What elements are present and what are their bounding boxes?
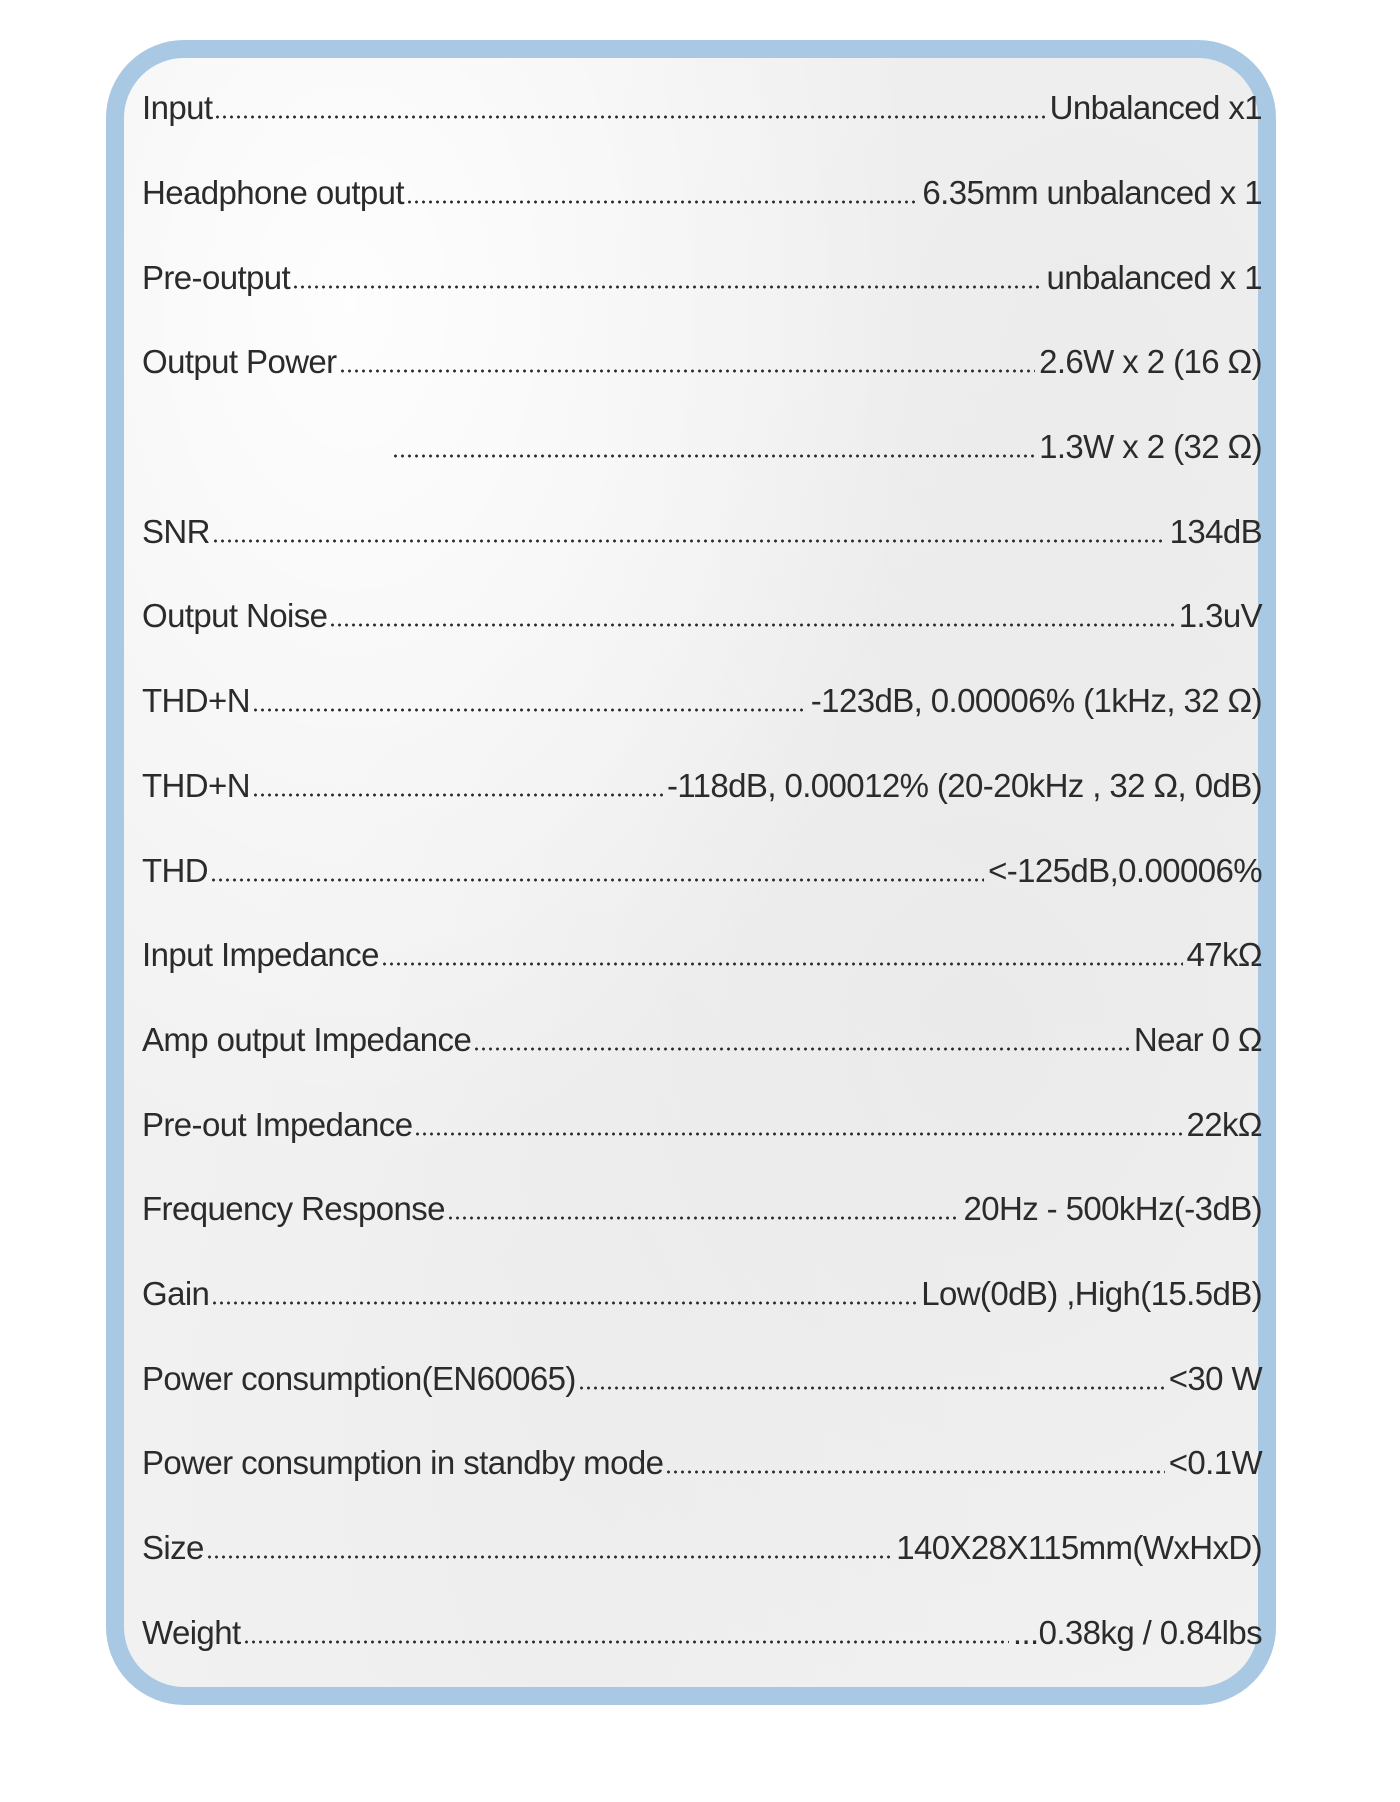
spec-value: -118dB, 0.00012% (20-20kHz , 32 Ω, 0dB) [666, 766, 1262, 804]
spec-label: Frequency Response [142, 1190, 445, 1228]
dot-leader [214, 115, 1045, 119]
dot-leader [292, 285, 1042, 289]
spec-row-power-consumption [142, 1336, 1262, 1421]
spec-row-output-power-32 [142, 405, 1262, 490]
dot-leader [447, 1216, 960, 1220]
spec-row-thdn-wideband [142, 744, 1262, 829]
spec-value: 6.35mm unbalanced x 1 [922, 174, 1262, 212]
spec-row-output-noise [142, 574, 1262, 659]
spec-row-pre-out-impedance [142, 1082, 1262, 1167]
dot-leader [339, 369, 1036, 373]
spec-row-weight [142, 1590, 1262, 1675]
spec-value: 2.6W x 2 (16 Ω) [1039, 343, 1262, 381]
spec-value: 140X28X115mm(WxHxD) [896, 1529, 1262, 1567]
spec-label: Power consumption in standby mode [142, 1444, 664, 1482]
spec-value: <0.1W [1168, 1444, 1262, 1482]
spec-row-thdn-1khz [142, 659, 1262, 744]
spec-row-thd [142, 828, 1262, 913]
spec-row-output-power-16 [142, 320, 1262, 405]
spec-label: Power consumption(EN60065) [142, 1359, 576, 1397]
spec-row-input [142, 66, 1262, 151]
dot-leader [392, 454, 1035, 458]
spec-value: Near 0 Ω [1133, 1020, 1262, 1058]
spec-row-size [142, 1506, 1262, 1591]
spec-label: Output Noise [142, 597, 328, 635]
spec-value: 134dB [1169, 512, 1262, 550]
spec-label: Amp output Impedance [142, 1020, 472, 1058]
dot-leader [406, 200, 918, 204]
spec-label: Pre-output [142, 258, 291, 296]
spec-value: 22kΩ [1186, 1105, 1262, 1143]
spec-value: 1.3uV [1178, 597, 1262, 635]
dot-leader [329, 623, 1174, 627]
spec-label: Input Impedance [142, 936, 379, 974]
spec-label: THD+N [142, 682, 250, 720]
spec-label: Input [142, 89, 213, 127]
spec-row-standby-power [142, 1421, 1262, 1506]
dot-leader [414, 1132, 1182, 1136]
dot-leader [212, 539, 1166, 543]
dot-leader [252, 708, 807, 712]
spec-value: ...0.38kg / 0.84lbs [1012, 1613, 1262, 1651]
spec-label: Output Power [142, 343, 337, 381]
dot-leader [210, 878, 984, 882]
spec-value: <-125dB,0.00006% [988, 851, 1262, 889]
spec-value: 1.3W x 2 (32 Ω) [1039, 428, 1262, 466]
spec-row-gain [142, 1252, 1262, 1337]
dot-leader [381, 962, 1183, 966]
spec-label: THD+N [142, 766, 250, 804]
dot-leader [252, 793, 663, 797]
spec-row-input-impedance [142, 913, 1262, 998]
spec-value: Unbalanced x1 [1049, 89, 1262, 127]
spec-row-snr [142, 489, 1262, 574]
spec-label: Weight [142, 1613, 241, 1651]
spec-row-pre-output [142, 235, 1262, 320]
spec-label: Size [142, 1529, 204, 1567]
spec-list [142, 66, 1262, 1675]
spec-row-amp-output-impedance [142, 998, 1262, 1083]
spec-value: -123dB, 0.00006% (1kHz, 32 Ω) [810, 682, 1262, 720]
spec-label: Headphone output [142, 174, 404, 212]
dot-leader [473, 1047, 1130, 1051]
spec-label: THD [142, 851, 209, 889]
spec-row-headphone-output [142, 151, 1262, 236]
spec-row-frequency-response [142, 1167, 1262, 1252]
dot-leader [578, 1386, 1165, 1390]
dot-leader [665, 1470, 1164, 1474]
spec-label: Pre-out Impedance [142, 1105, 413, 1143]
dot-leader [211, 1301, 917, 1305]
spec-value: <30 W [1168, 1359, 1262, 1397]
spec-value: unbalanced x 1 [1046, 258, 1262, 296]
spec-value: 20Hz - 500kHz(-3dB) [963, 1190, 1262, 1228]
spec-label: Gain [142, 1274, 210, 1312]
dot-leader [243, 1640, 1009, 1644]
dot-leader [206, 1555, 892, 1559]
spec-value: 47kΩ [1186, 936, 1262, 974]
spec-label: SNR [142, 512, 210, 550]
spec-value: Low(0dB) ,High(15.5dB) [921, 1274, 1262, 1312]
